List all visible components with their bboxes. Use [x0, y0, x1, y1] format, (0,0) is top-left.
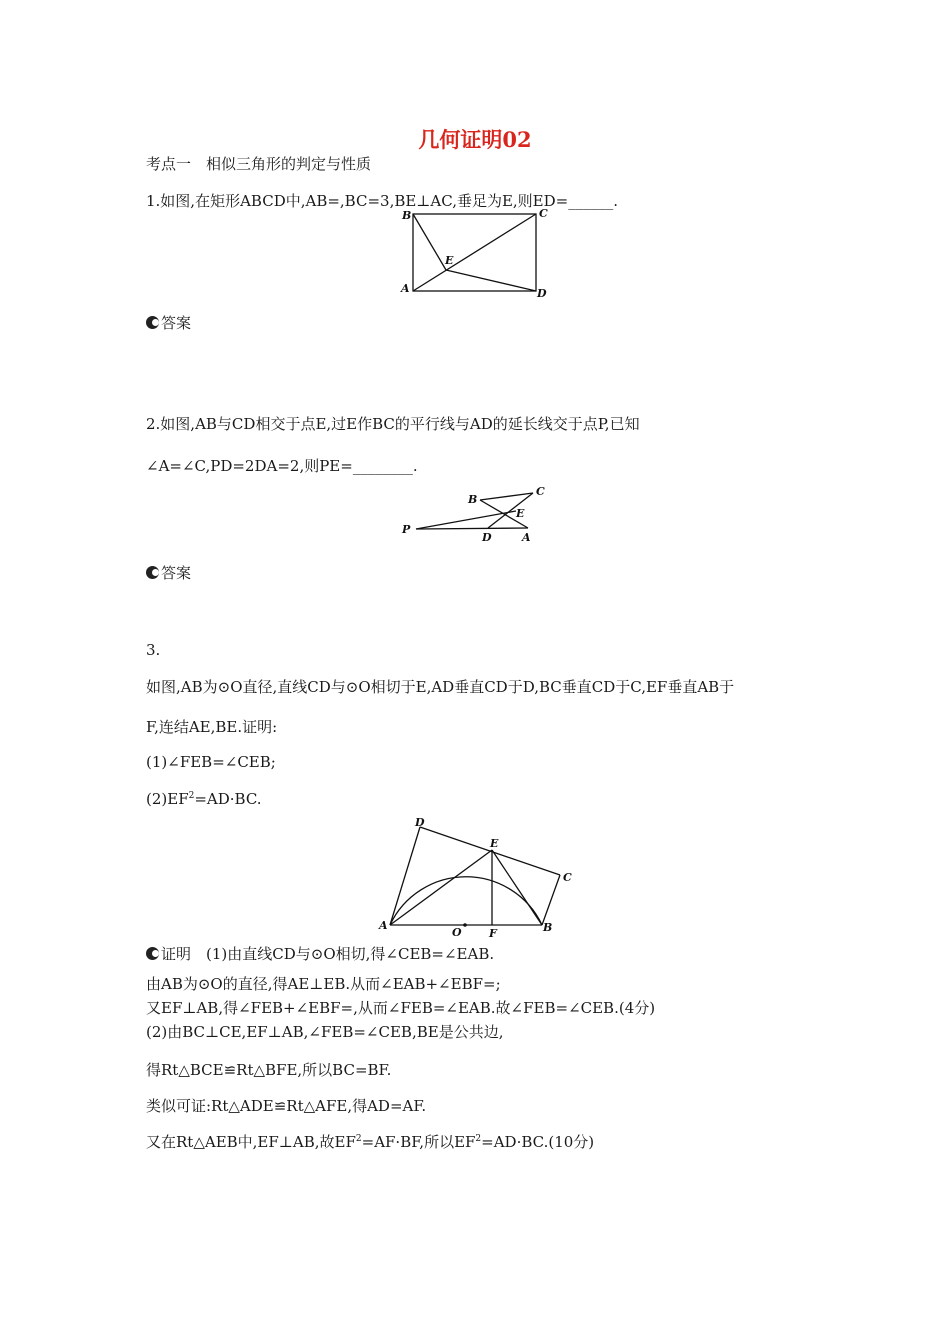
diagonal-ac [413, 214, 536, 291]
proof-line-2: 由AB为⊙O的直径,得AE⊥EB.从而∠EAB+∠EBF=; [146, 975, 501, 993]
answer-icon [146, 316, 159, 329]
last-mid: =AF·BF,所以EF [361, 1133, 476, 1151]
label-b: B [543, 921, 553, 934]
label-o: O [452, 926, 462, 939]
label-e: E [445, 254, 454, 267]
answer-1 [146, 312, 191, 333]
segment-ed [446, 270, 536, 291]
section-heading: 考点一 相似三角形的判定与性质 [146, 155, 372, 173]
label-e: E [516, 507, 525, 520]
segment-ad [390, 827, 420, 925]
label-p: P [402, 523, 411, 536]
question-3-part-1: (1)∠FEB=∠CEB; [146, 753, 276, 771]
label-e: E [490, 837, 499, 850]
segment-ae [390, 850, 492, 925]
proof-label: 证明 [161, 945, 192, 963]
segment-pe [416, 511, 516, 529]
part-2-post: =AD·BC. [194, 790, 262, 808]
answer-2-label: 答案 [161, 564, 192, 582]
label-a: A [401, 282, 410, 295]
label-b: B [402, 209, 412, 222]
question-3-number: 3. [146, 641, 161, 659]
proof-line-3: 又EF⊥AB,得∠FEB+∠EBF=,从而∠FEB=∠EAB.故∠FEB=∠CEB.(4分) [146, 999, 656, 1017]
superscript: 2 [188, 791, 195, 801]
question-2-line-1: 2.如图,AB与CD相交于点E,过E作BC的平行线与AD的延长线交于点P,已知 [146, 415, 640, 433]
figure-q2 [398, 483, 558, 545]
proof-line-6: 类似可证:Rt△ADE≌Rt△AFE,得AD=AF. [146, 1097, 427, 1115]
superscript: 2 [475, 1134, 482, 1144]
proof-icon [146, 947, 159, 960]
label-f: F [489, 927, 497, 940]
proof-text-1: (1)由直线CD与⊙O相切,得∠CEB=∠EAB. [191, 945, 495, 963]
proof-line-4: (2)由BC⊥CE,EF⊥AB,∠FEB=∠CEB,BE是公共边, [146, 1023, 504, 1041]
label-c: C [536, 485, 545, 498]
question-3-line-1: 如图,AB为⊙O直径,直线CD与⊙O相切于E,AD垂直CD于D,BC垂直CD于C,EF垂直AB于 [146, 678, 735, 696]
question-3-part-2 [146, 790, 262, 808]
proof-line-7 [146, 1131, 594, 1152]
last-pre: 又在Rt△AEB中,EF⊥AB,故EF [146, 1133, 356, 1151]
answer-1-label: 答案 [161, 314, 192, 332]
superscript: 2 [355, 1134, 362, 1144]
part-2-pre: (2)EF [146, 790, 189, 808]
center-point-o [463, 923, 467, 927]
semicircle [390, 877, 542, 925]
label-d: D [415, 816, 425, 829]
last-post: =AD·BC.(10分) [481, 1133, 595, 1151]
figure-q1-rectangle [396, 203, 556, 303]
proof-line-5: 得Rt△BCE≌Rt△BFE,所以BC=BF. [146, 1061, 392, 1079]
label-b: B [468, 493, 478, 506]
label-d: D [537, 287, 547, 300]
segment-eb [492, 850, 542, 925]
segment-cb [542, 875, 560, 925]
page-title: 几何证明02 [418, 127, 532, 152]
segment-be [413, 214, 446, 270]
proof-line-1 [146, 943, 494, 964]
label-a: A [379, 919, 388, 932]
answer-icon [146, 566, 159, 579]
figure-q3-semicircle [374, 815, 584, 940]
segment-pa [416, 528, 528, 529]
label-c: C [539, 207, 548, 220]
label-a: A [522, 531, 531, 544]
label-d: D [482, 531, 492, 544]
answer-2 [146, 562, 191, 583]
question-3-line-2: F,连结AE,BE.证明: [146, 718, 278, 736]
label-c: C [563, 871, 572, 884]
question-2-line-2: ∠A=∠C,PD=2DA=2,则PE=________. [146, 457, 418, 475]
question-1-text: 1.如图,在矩形ABCD中,AB=,BC=3,BE⊥AC,垂足为E,则ED=______. [146, 192, 618, 210]
